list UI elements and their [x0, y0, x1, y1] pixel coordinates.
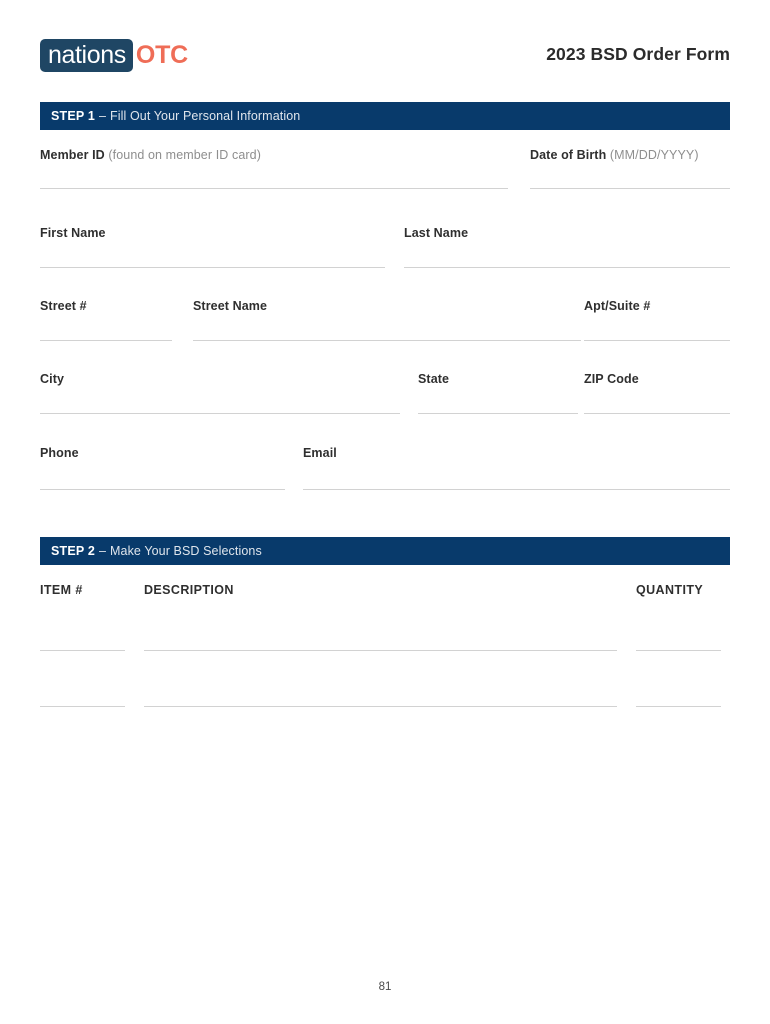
- member-id-input[interactable]: [40, 188, 508, 189]
- last-name-label: Last Name: [404, 226, 469, 240]
- column-header-description: DESCRIPTION: [144, 583, 234, 597]
- nations-otc-logo: [40, 38, 188, 72]
- step-2-header: [40, 537, 730, 565]
- street-number-input[interactable]: [40, 340, 172, 341]
- step-1-header: [40, 102, 730, 130]
- selection-row-1-quantity-input[interactable]: [636, 650, 721, 651]
- street-name-label: Street Name: [193, 299, 268, 313]
- step-2-description: Make Your BSD Selections: [110, 544, 262, 558]
- page-title: 2023 BSD Order Form: [546, 44, 730, 64]
- page-number: 81: [378, 981, 392, 993]
- member-id-hint: (found on member ID card): [108, 148, 261, 162]
- apt-suite-input[interactable]: [584, 340, 730, 341]
- state-label: State: [418, 372, 450, 386]
- email-input[interactable]: [303, 489, 730, 490]
- column-header-quantity: QUANTITY: [636, 583, 704, 597]
- page-header: [40, 38, 730, 80]
- selection-row-2-description-input[interactable]: [144, 706, 617, 707]
- member-id-label: [40, 148, 261, 162]
- step-1-dash: –: [99, 109, 106, 123]
- logo-wordmark: nations: [48, 40, 126, 69]
- selection-row-2-item-input[interactable]: [40, 706, 125, 707]
- date-of-birth-hint: (MM/DD/YYYY): [609, 148, 699, 162]
- street-number-label: Street #: [40, 299, 87, 313]
- city-label: City: [40, 372, 65, 386]
- apt-suite-label: Apt/Suite #: [584, 299, 651, 313]
- zip-code-label: ZIP Code: [584, 372, 639, 386]
- phone-input[interactable]: [40, 489, 285, 490]
- state-input[interactable]: [418, 413, 578, 414]
- logo-badge: [40, 39, 133, 72]
- date-of-birth-input[interactable]: [530, 188, 730, 189]
- step-2-dash: –: [99, 544, 106, 558]
- phone-label: Phone: [40, 446, 79, 460]
- city-input[interactable]: [40, 413, 400, 414]
- logo-otc-text: OTC: [135, 41, 188, 69]
- step-2-number: STEP 2: [51, 544, 96, 558]
- selection-row-1-item-input[interactable]: [40, 650, 125, 651]
- date-of-birth-label: [530, 148, 699, 162]
- date-of-birth-label-text: Date of Birth: [530, 148, 607, 162]
- zip-code-input[interactable]: [584, 413, 730, 414]
- step-1-description: Fill Out Your Personal Information: [110, 109, 301, 123]
- email-label: Email: [303, 446, 337, 460]
- step-1-number: STEP 1: [51, 109, 96, 123]
- selection-row-2-quantity-input[interactable]: [636, 706, 721, 707]
- column-header-item-number: ITEM #: [40, 583, 83, 597]
- street-name-input[interactable]: [193, 340, 581, 341]
- selection-row-1-description-input[interactable]: [144, 650, 617, 651]
- first-name-input[interactable]: [40, 267, 385, 268]
- member-id-label-text: Member ID: [40, 148, 105, 162]
- first-name-label: First Name: [40, 226, 106, 240]
- last-name-input[interactable]: [404, 267, 730, 268]
